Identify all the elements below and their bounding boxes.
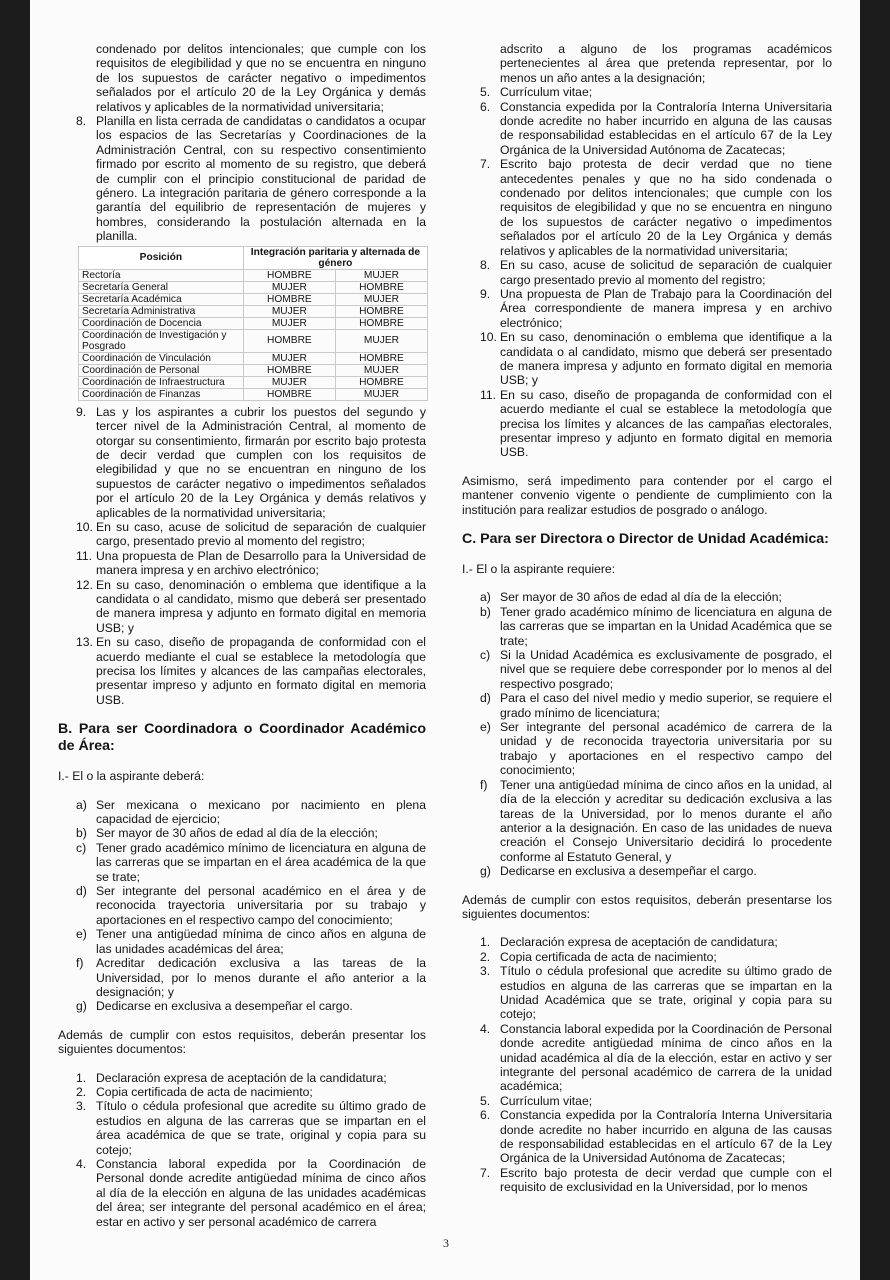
- item-text: Ser mayor de 30 años de edad al día de la elección;: [96, 826, 378, 841]
- item-text: Ser integrante del personal académico de carrera de la unidad y de reconocida trayectoria universitaria por su trabajo y aportaciones en el respectivo campo del conocimiento;: [500, 720, 832, 778]
- list-item: [462, 1094, 832, 1108]
- item-text: Tener una antigüedad mínima de cinco años en la unidad, al día de la elección y acreditar su dedicación exclusiva a las tareas de la Universidad, por lo menos durante el año anterior a la designación. En caso de las unidades de nueva creación el Consejo Universitario decidirá lo procedente conforme al Estatuto General, y: [500, 777, 832, 864]
- table-cell-gender: HOMBRE: [335, 281, 427, 293]
- item-label: 2.: [480, 949, 491, 964]
- list-item: [462, 590, 832, 604]
- impediment-paragraph: Asimismo, será impedimento para contender por el cargo el mantener convenio vigente o pendiente de cumplimiento con la institución para realizar estudios de posgrado o análogo.: [462, 473, 832, 517]
- intro-paragraph: condenado por delitos intencionales; que cumple con los requisitos de elegibilidad y que no se encuentra en ninguno de los supuestos de carácter negativo o impedimentos señalados por el artículo 20 de la Ley Orgánica y demás relativos y aplicables de la normatividad universitaria;: [96, 42, 426, 114]
- table-cell-position: Coordinación de Vinculación: [79, 352, 244, 364]
- item-text: Para el caso del nivel medio y medio superior, se requiere el grado mínimo de licenciatura;: [500, 691, 832, 720]
- list-item: [462, 778, 832, 864]
- item-label: 9.: [480, 286, 491, 301]
- list-item: [462, 287, 832, 330]
- list-item: [58, 635, 426, 707]
- table-header-integration: Integración paritaria y alternada de género: [243, 246, 427, 269]
- item-text: Ser mexicana o mexicano por nacimiento en plena capacidad de ejercicio;: [96, 797, 426, 827]
- item-label: b): [480, 604, 491, 619]
- list-item: [462, 1166, 832, 1195]
- table-row: [79, 376, 428, 388]
- item-text: Currículum vitae;: [500, 1093, 593, 1108]
- list-item: [58, 1157, 426, 1229]
- item-text: Planilla en lista cerrada de candidatas o candidatos a ocupar los espacios de las Secretarías y Coordinaciones de la Administración Central, con su respectivo consentimiento firmado por escrito al momento de su registro, que deberá de cumplir con el principio constitucional de paridad de género. La integración paritaria de género corresponde a la garantía del equilibrio de representación de mujeres y hombres, considerando la postulación alternada en la planilla.: [96, 114, 426, 244]
- table-cell-gender: MUJER: [243, 281, 335, 293]
- item-text: Una propuesta de Plan de Trabajo para la Coordinación del Área correspondiente de manera impresa y en archivo electrónico;: [500, 286, 832, 330]
- item-label: 12.: [76, 577, 93, 592]
- item-text: Ser mayor de 30 años de edad al día de la elección;: [500, 590, 782, 605]
- item-text: Dedicarse en exclusiva a desempeñar el cargo.: [500, 864, 757, 879]
- list-item: [462, 605, 832, 648]
- table-cell-gender: MUJER: [243, 317, 335, 329]
- item-label: e): [480, 720, 491, 735]
- table-body: [79, 269, 428, 400]
- table-cell-position: Secretaría General: [79, 281, 244, 293]
- item-label: 7.: [480, 1165, 491, 1180]
- list-item: [462, 935, 832, 949]
- right-column: [462, 42, 832, 1195]
- list-item: [58, 520, 426, 549]
- item-text: En su caso, denominación o emblema que identifique a la candidata o al candidato, mismo que deberá ser presentado de manera impresa y adjunto en formato digital en memoria USB; y: [500, 330, 832, 388]
- list-item: [58, 798, 426, 827]
- table-cell-gender: HOMBRE: [243, 329, 335, 352]
- table-row: [79, 281, 428, 293]
- table-cell-position: Coordinación de Infraestructura: [79, 376, 244, 388]
- table-cell-gender: MUJER: [243, 352, 335, 364]
- table-cell-position: Secretaría Administrativa: [79, 305, 244, 317]
- item-text: Una propuesta de Plan de Desarrollo para la Universidad de manera impresa y en archivo electrónico;: [96, 548, 426, 578]
- item-text: Dedicarse en exclusiva a desempeñar el cargo.: [96, 999, 353, 1014]
- item-label: 10.: [76, 519, 93, 534]
- table-cell-position: Coordinación de Investigación y Posgrado: [79, 329, 244, 352]
- items-5-11-list: [462, 85, 832, 460]
- list-item: [462, 258, 832, 287]
- item-label: g): [480, 864, 491, 879]
- table-cell-gender: HOMBRE: [243, 293, 335, 305]
- table-cell-gender: HOMBRE: [335, 376, 427, 388]
- item-text: Las y los aspirantes a cubrir los puestos del segundo y tercer nivel de la Administración Central, al momento de otorgar su consentimiento, firmarán por escrito bajo protesta de decir verdad que cumplen con los requisitos de elegibilidad y que no se encuentran en ninguno de los supuestos de carácter negativo o impedimentos señalados por el artículo 20 de la Ley Orgánica y demás relativos y aplicables de la normatividad universitaria;: [96, 404, 426, 520]
- table-row: [79, 317, 428, 329]
- section-b-heading: B. Para ser Coordinadora o Coordinador Académico de Área:: [58, 721, 426, 755]
- list-item: [58, 956, 426, 999]
- item-label: a): [76, 797, 87, 812]
- item-label: c): [76, 840, 87, 855]
- list-item: [58, 1071, 426, 1085]
- table-cell-gender: MUJER: [243, 376, 335, 388]
- item-label: 7.: [480, 157, 491, 172]
- item-label: 6.: [480, 1108, 491, 1123]
- item-text: Constancia expedida por la Contraloría Interna Universitaria donde acredite no haber incurrido en alguna de las causas de responsabilidad establecidas en el artículo 67 de la Ley Orgánica de la Universidad Autónoma de Zacatecas;: [500, 1108, 832, 1166]
- item-label: 4.: [480, 1021, 491, 1036]
- item-label: 1.: [480, 935, 491, 950]
- item-label: c): [480, 648, 491, 663]
- item-text: Currículum vitae;: [500, 85, 593, 100]
- table-row: [79, 388, 428, 400]
- item-text: Declaración expresa de aceptación de candidatura;: [500, 935, 778, 950]
- item-label: g): [76, 999, 87, 1014]
- item-label: 11.: [76, 548, 93, 563]
- list-item: [58, 841, 426, 884]
- table-cell-gender: HOMBRE: [335, 317, 427, 329]
- list-item: [58, 578, 426, 636]
- table-row: [79, 364, 428, 376]
- section-b-docs-intro: Además de cumplir con estos requisitos, deberán presentar los siguientes documentos:: [58, 1027, 426, 1057]
- gender-parity-table: [78, 246, 428, 401]
- item-text: Copia certificada de acta de nacimiento;: [96, 1084, 313, 1099]
- item-label: 5.: [480, 85, 491, 100]
- section-b-documents: [58, 1071, 426, 1229]
- item-text: Tener una antigüedad mínima de cinco años en alguna de las unidades académicas del área;: [96, 927, 426, 956]
- item-label: d): [480, 691, 491, 706]
- item-text: Tener grado académico mínimo de licenciatura en alguna de las carreras que se impartan en la Unidad Académica que se trate;: [500, 604, 832, 648]
- table-cell-gender: HOMBRE: [335, 305, 427, 317]
- section-b-intro: I.- El o la aspirante deberá:: [58, 769, 205, 784]
- list-item: [462, 720, 832, 778]
- table-row: [79, 352, 428, 364]
- table-cell-gender: MUJER: [335, 329, 427, 352]
- list-item: [58, 114, 426, 244]
- list-item: [462, 691, 832, 720]
- table-row: [79, 269, 428, 281]
- list-item: [58, 549, 426, 578]
- left-column: [58, 42, 426, 1229]
- list-item: [462, 85, 832, 99]
- list-item: [58, 1085, 426, 1099]
- table-cell-position: Coordinación de Docencia: [79, 317, 244, 329]
- item-text: Tener grado académico mínimo de licenciatura en alguna de las carreras que se impartan en el área académica de la que se trate;: [96, 840, 426, 884]
- list-item: [462, 1108, 832, 1166]
- item-text: Escrito bajo protesta de decir verdad que no tiene antecedentes penales y que no ha sido condenada o condenado por delitos intencionales; que cumple con los requisitos de elegibilidad y que no se encuentra en ninguno de los supuestos de carácter negativo o impedimentos señalados por el artículo 20 de la Ley Orgánica y demás relativos y aplicables de la normatividad universitaria;: [500, 157, 832, 258]
- item-label: f): [480, 777, 488, 792]
- table-cell-gender: MUJER: [243, 305, 335, 317]
- list-item: [462, 388, 832, 460]
- section-c-intro: I.- El o la aspirante requiere:: [462, 562, 616, 576]
- section-c-documents: [462, 935, 832, 1194]
- item-text: Declaración expresa de aceptación de la candidatura;: [96, 1070, 387, 1085]
- table-cell-gender: MUJER: [335, 388, 427, 400]
- table-row: [79, 293, 428, 305]
- item-label: 13.: [76, 635, 93, 650]
- items-9-13-list: [58, 405, 426, 708]
- item-text: Acreditar dedicación exclusiva a las tareas de la Universidad, por lo menos durante el año anterior a la designación; y: [96, 956, 426, 999]
- table-cell-gender: HOMBRE: [243, 388, 335, 400]
- item-label: 3.: [76, 1099, 87, 1114]
- section-c-docs-intro: Además de cumplir con estos requisitos, deberán presentarse los siguientes documentos:: [462, 892, 832, 921]
- list-item: [58, 999, 426, 1013]
- table-cell-position: Rectoría: [79, 269, 244, 281]
- table-row: [79, 305, 428, 317]
- list-item: [462, 950, 832, 964]
- list-item: [462, 157, 832, 258]
- item-text: Ser integrante del personal académico en el área y de reconocida trayectoria universitaria por su trabajo y aportaciones en el respectivo campo del conocimiento;: [96, 884, 426, 927]
- item-8-list: [58, 114, 426, 244]
- list-item: [462, 648, 832, 691]
- list-item: [58, 405, 426, 520]
- item-label: 4.: [76, 1156, 87, 1171]
- item-label: 9.: [76, 404, 87, 419]
- item-label: 5.: [480, 1093, 491, 1108]
- table-cell-gender: MUJER: [335, 364, 427, 376]
- item-label: 8.: [480, 258, 491, 273]
- item-text: Copia certificada de acta de nacimiento;: [500, 949, 717, 964]
- item-text: En su caso, acuse de solicitud de separación de cualquier cargo, presentado previo al momento del registro;: [96, 519, 426, 549]
- list-item: [462, 864, 832, 878]
- item-label: 6.: [480, 99, 491, 114]
- item-text: En su caso, diseño de propaganda de conformidad con el acuerdo mediante el cual se establece la metodología que precisa los límites y alcances de las campañas electorales, presentar impreso y adjunto en formato digital en memoria USB.: [500, 387, 832, 460]
- table-cell-position: Coordinación de Finanzas: [79, 388, 244, 400]
- item-label: a): [480, 590, 491, 605]
- item-text: Constancia expedida por la Contraloría Interna Universitaria donde acredite no haber incurrido en alguna de las causas de responsabilidad establecidas en el artículo 67 de la Ley Orgánica de la Universidad Autónoma de Zacatecas;: [500, 99, 832, 157]
- continuation-paragraph: adscrito a alguno de los programas académicos pertenecientes al área que pretenda representar, por lo menos un año antes a la designación;: [500, 42, 832, 85]
- section-c-heading: C. Para ser Directora o Director de Unidad Académica:: [462, 531, 829, 547]
- list-item: [462, 100, 832, 158]
- item-label: 1.: [76, 1070, 87, 1085]
- table-cell-gender: HOMBRE: [335, 352, 427, 364]
- item-label: f): [76, 956, 84, 971]
- table-row: [79, 329, 428, 352]
- item-label: b): [76, 826, 87, 841]
- item-text: En su caso, acuse de solicitud de separación de cualquier cargo presentado previo al momento del registro;: [500, 258, 832, 287]
- item-text: En su caso, denominación o emblema que identifique a la candidata o al candidato, mismo que deberá ser presentado de manera impresa y adjunto en formato digital en memoria USB; y: [96, 577, 426, 635]
- document-page: [30, 0, 860, 1280]
- item-label: 3.: [480, 964, 491, 979]
- list-item: [58, 884, 426, 927]
- item-label: 8.: [76, 114, 87, 129]
- table-cell-gender: MUJER: [335, 293, 427, 305]
- item-label: 11.: [480, 387, 497, 402]
- item-text: Título o cédula profesional que acredite su último grado de estudios en alguna de las carreras que se impartan en la Unidad Académica que se trate, original y copia para su cotejo;: [500, 964, 832, 1022]
- list-item: [462, 964, 832, 1022]
- list-item: [58, 1099, 426, 1157]
- table-cell-gender: HOMBRE: [243, 364, 335, 376]
- section-c-requirements: [462, 590, 832, 878]
- list-item: [58, 927, 426, 956]
- item-text: Título o cédula profesional que acredite su último grado de estudios en alguna de las carreras que se impartan en el área académica de que se trate, original y copia para su cotejo;: [96, 1099, 426, 1157]
- item-text: En su caso, diseño de propaganda de conformidad con el acuerdo mediante el cual se establece la metodología que precisa los límites y alcances de las campañas electorales, presentar impreso y adjunto en formato digital en memoria USB.: [96, 635, 426, 707]
- item-label: 2.: [76, 1084, 87, 1099]
- table-cell-gender: HOMBRE: [243, 269, 335, 281]
- list-item: [462, 1022, 832, 1094]
- item-text: Si la Unidad Académica es exclusivamente de posgrado, el nivel que se requiere debe corresponder por lo menos al del respectivo posgrado;: [500, 648, 832, 691]
- table-header-position: Posición: [79, 246, 244, 269]
- list-item: [58, 826, 426, 840]
- item-label: 10.: [480, 330, 497, 345]
- item-label: e): [76, 927, 87, 942]
- list-item: [462, 330, 832, 388]
- table-cell-position: Coordinación de Personal: [79, 364, 244, 376]
- table-cell-position: Secretaría Académica: [79, 293, 244, 305]
- table-cell-gender: MUJER: [335, 269, 427, 281]
- page-number: 3: [443, 1236, 449, 1250]
- item-text: Constancia laboral expedida por la Coordinación de Personal donde acredite antigüedad mínima de cinco años en la unidad académica al día de la elección, estar en activo y ser integrante del personal académico de carrera de la unidad académica;: [500, 1021, 832, 1094]
- item-text: Escrito bajo protesta de decir verdad que cumple con el requisito de exclusividad en la Universidad, por lo menos: [500, 1165, 832, 1195]
- item-text: Constancia laboral expedida por la Coordinación de Personal donde acredite antigüedad mínima de cinco años al día de la elección en alguna de las unidades académicas del área; ser integrante del personal académico en el área; estar en activo y ser personal académico de carrera: [96, 1156, 426, 1229]
- item-label: d): [76, 884, 87, 899]
- section-b-requirements: [58, 798, 426, 1014]
